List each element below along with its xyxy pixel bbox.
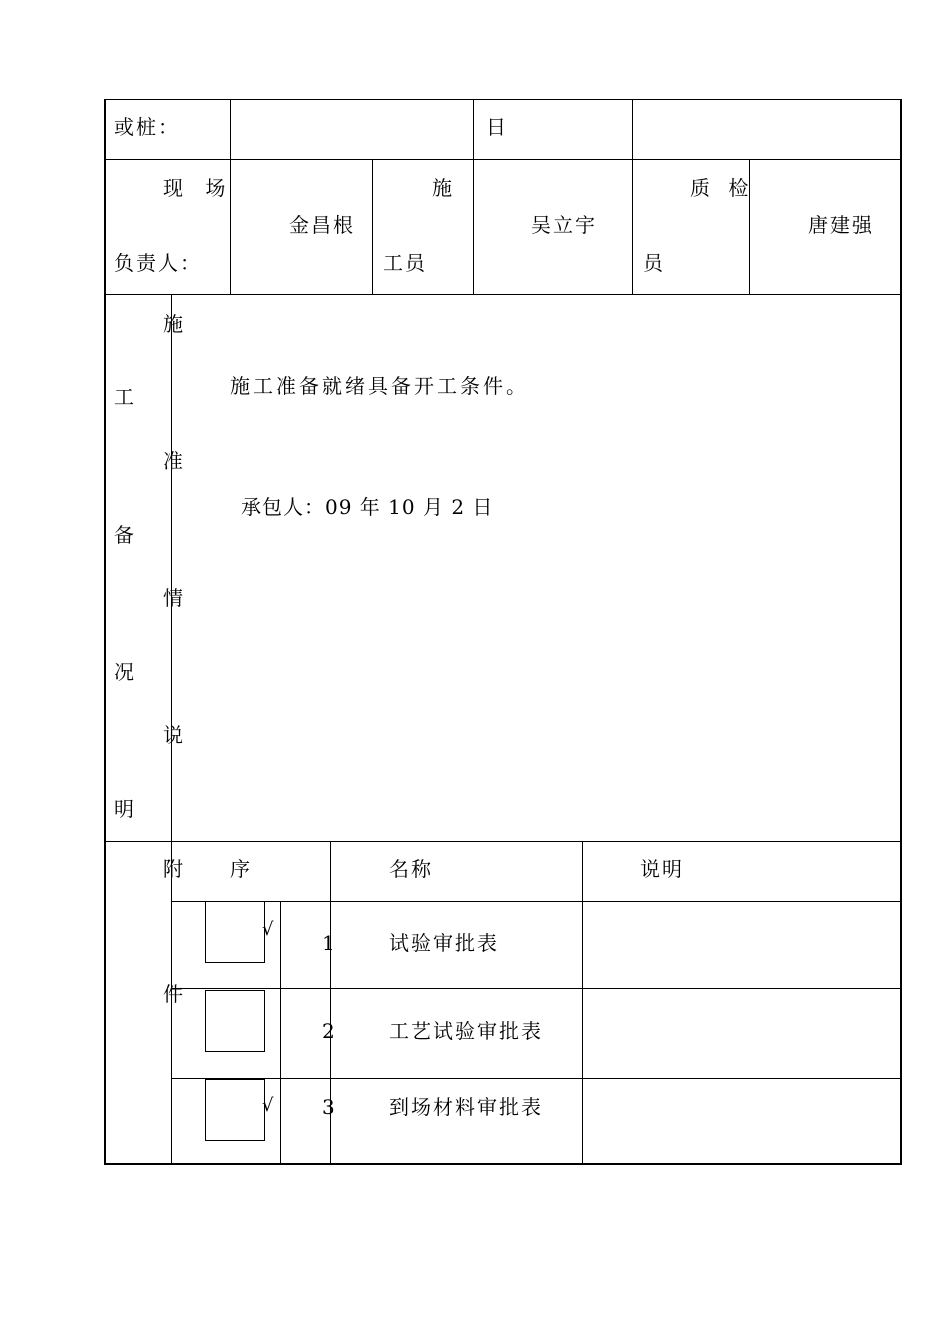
worker-name: 吴立宇 — [531, 213, 597, 237]
table-border-right — [900, 99, 902, 1165]
checkbox[interactable] — [205, 990, 265, 1052]
check-mark-icon: √ — [262, 1095, 274, 1116]
prep-side-label-outer: 备 — [114, 523, 136, 547]
col-divider — [372, 159, 373, 295]
pile-label: 或桩： — [114, 115, 180, 139]
prep-side-label-inner: 说 — [163, 723, 185, 747]
attachments-side-label: 件 — [163, 982, 185, 1006]
prep-side-label-inner: 准 — [163, 449, 185, 473]
table-border-bottom — [104, 1163, 902, 1165]
row-divider — [104, 159, 902, 160]
prep-side-label-outer: 况 — [114, 660, 136, 684]
row-divider — [104, 294, 902, 295]
prep-side-label-outer: 明 — [114, 797, 136, 821]
manager-label-line2: 负责人： — [114, 251, 202, 275]
col-header-name: 名称 — [389, 857, 433, 881]
col-divider — [280, 901, 281, 1164]
row-divider — [104, 841, 902, 842]
prep-statement: 施工准备就绪具备开工条件。 — [230, 374, 529, 398]
prep-side-label-inner: 情 — [163, 586, 185, 610]
checkbox[interactable] — [205, 1079, 265, 1141]
row-name: 试验审批表 — [389, 931, 499, 955]
prep-side-label-outer: 工 — [114, 385, 136, 409]
qc-label-line1: 质 检 — [690, 176, 755, 200]
row-name: 工艺试验审批表 — [389, 1019, 543, 1043]
row-name: 到场材料审批表 — [389, 1095, 543, 1119]
qc-label-line2: 员 — [643, 251, 665, 275]
row-seq: 1 — [322, 931, 337, 955]
row-seq: 3 — [322, 1095, 337, 1119]
table-border-top — [104, 99, 902, 100]
col-divider — [582, 841, 583, 1164]
manager-name: 金昌根 — [289, 213, 355, 237]
qc-name: 唐建强 — [808, 213, 874, 237]
contractor-signature: 承包人：09 年 10 月 2 日 — [241, 495, 494, 519]
col-divider — [473, 99, 474, 295]
manager-label-line1: 现 场 — [163, 176, 234, 200]
checkbox[interactable] — [205, 901, 265, 963]
col-header-seq: 序 — [230, 857, 252, 881]
check-mark-icon: √ — [262, 919, 274, 940]
worker-label-line1: 施 — [432, 176, 454, 200]
table-border-left — [104, 99, 106, 1165]
date-label: 日 — [486, 115, 508, 139]
col-header-note: 说明 — [640, 857, 684, 881]
attachments-side-label: 附 — [163, 857, 185, 881]
prep-side-label-inner: 施 — [163, 312, 185, 336]
col-divider — [632, 99, 633, 295]
worker-label-line2: 工员 — [383, 251, 427, 275]
row-seq: 2 — [322, 1019, 337, 1043]
